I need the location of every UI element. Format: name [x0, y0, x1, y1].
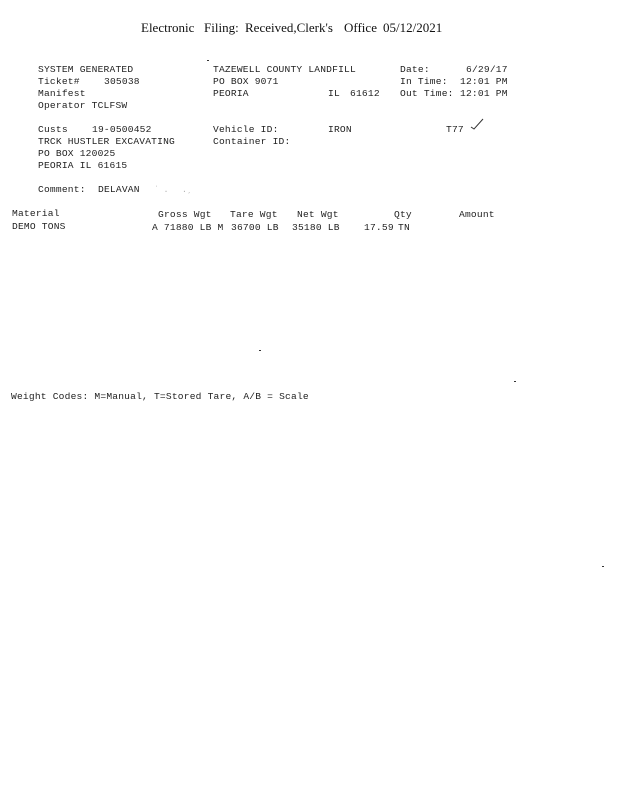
- table-header-tare: Tare Wgt: [230, 209, 278, 220]
- customer-label: Custs: [38, 124, 68, 135]
- checkmark-icon: [470, 118, 484, 130]
- vehicle-id-label: Vehicle ID:: [213, 124, 279, 135]
- scan-speck: [259, 350, 261, 351]
- table-header-net: Net Wgt: [297, 209, 339, 220]
- in-time-value: 12:01 PM: [460, 76, 508, 87]
- landfill-state: IL: [328, 88, 340, 99]
- ticket-label: Ticket#: [38, 76, 80, 87]
- manifest-label: Manifest: [38, 88, 86, 99]
- table-row-qty: 17.59: [364, 222, 394, 233]
- scan-smudge: .ˏ: [182, 186, 192, 195]
- date-label: Date:: [400, 64, 430, 75]
- table-header-amount: Amount: [459, 209, 495, 220]
- filing-header-date: 05/12/2021: [383, 20, 443, 35]
- customer-po-box: PO BOX 120025: [38, 148, 116, 159]
- weight-codes-legend: Weight Codes: M=Manual, T=Stored Tare, A/B = Scale: [11, 391, 309, 402]
- table-row-unit: TN: [398, 222, 410, 233]
- vehicle-id-value: IRON: [328, 124, 352, 135]
- customer-name: TRCK HUSTLER EXCAVATING: [38, 136, 176, 147]
- table-header-gross: Gross Wgt: [158, 209, 212, 220]
- scan-smudge: ˙ .: [154, 186, 169, 195]
- customer-number: 19-0500452: [92, 124, 152, 135]
- table-row-gross: A 71880 LB M: [152, 222, 224, 233]
- table-header-material: Material: [12, 208, 60, 219]
- in-time-label: In Time:: [400, 76, 448, 87]
- filing-header-received: Received,Clerk's: [245, 20, 333, 35]
- landfill-po-box: PO BOX 9071: [213, 76, 279, 87]
- customer-city: PEORIA IL 61615: [38, 160, 128, 171]
- truck-number: T77: [446, 124, 464, 135]
- filing-header-electronic: Electronic: [141, 20, 195, 35]
- container-id-label: Container ID:: [213, 136, 291, 147]
- landfill-city: PEORIA: [213, 88, 249, 99]
- scan-speck: [207, 60, 209, 61]
- out-time-label: Out Time:: [400, 88, 454, 99]
- filing-header-office: Office: [344, 20, 377, 35]
- comment-value: DELAVAN: [98, 184, 140, 195]
- date-value: 6/29/17: [466, 64, 508, 75]
- table-row-net: 35180 LB: [292, 222, 340, 233]
- system-generated-label: SYSTEM GENERATED: [38, 64, 134, 75]
- table-header-qty: Qty: [394, 209, 412, 220]
- operator-label: Operator TCLFSW: [38, 100, 128, 111]
- table-row-tare: 36700 LB: [231, 222, 279, 233]
- ticket-number: 305038: [104, 76, 140, 87]
- landfill-name: TAZEWELL COUNTY LANDFILL: [213, 64, 356, 75]
- filing-header-filing: Filing:: [204, 20, 239, 35]
- scan-speck: [514, 381, 516, 382]
- scan-speck: [602, 566, 604, 567]
- out-time-value: 12:01 PM: [460, 88, 508, 99]
- table-row-material: DEMO TONS: [12, 221, 66, 232]
- landfill-zip: 61612: [350, 88, 380, 99]
- comment-label: Comment:: [38, 184, 86, 195]
